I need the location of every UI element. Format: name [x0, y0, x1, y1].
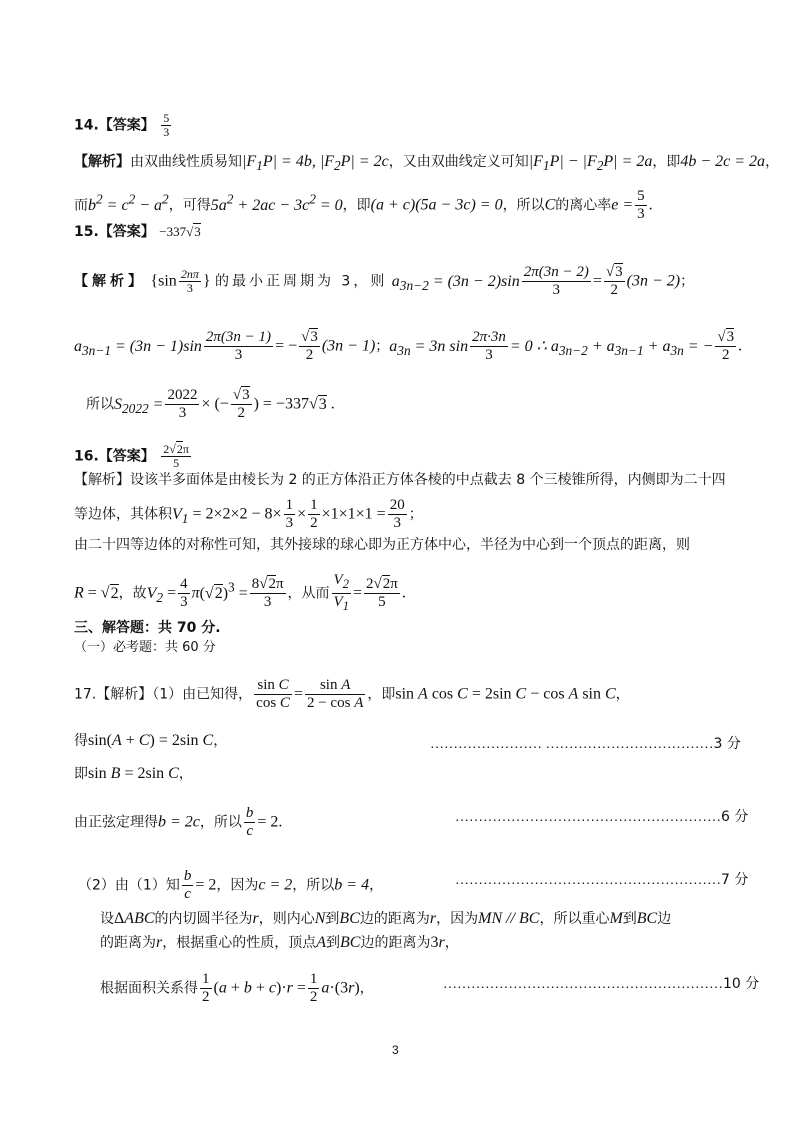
q15-answer-value: −337√3	[159, 224, 201, 239]
q15-answer	[74, 222, 201, 242]
text: 17.【解析】（1）由已知得，	[74, 686, 253, 703]
text: ，根据重心的性质，顶点	[162, 935, 317, 951]
text: ，所以	[502, 197, 545, 214]
text: 的离心率	[555, 197, 612, 214]
score: 7 分	[721, 872, 749, 888]
formula: $5a^2 + 2ac - 3c^2 = 0$	[210, 191, 343, 214]
text: ，所以重心	[539, 911, 610, 927]
score: 3 分	[713, 736, 741, 752]
score: 6 分	[721, 809, 749, 825]
text: ，因为	[216, 877, 259, 894]
q17-line2: 得sin(A + C) = 2sin C，	[74, 732, 228, 749]
section-title: 三、解答题：共 70 分.	[74, 620, 221, 636]
formula: $a_{3n-2} = (3n - 2)\sin$	[391, 272, 520, 293]
text: 根据面积关系得	[100, 980, 198, 997]
text: 的内切圆半径为	[154, 911, 253, 927]
q14-answer-value: $\frac{5}{3}$	[163, 111, 170, 139]
q15-analysis-label: 【解析】	[74, 273, 146, 290]
text: 由双曲线性质易知	[130, 154, 242, 170]
q17-line3: 即sin B = 2sin C，	[74, 765, 193, 782]
q15-analysis-line3: 所以$S_{2022}$ = $\frac{2022}{3}$ × (− $\frac{√3}{2}$ ) = −337√3 .	[86, 387, 335, 421]
q16-analysis-line2: 等边体，其体积$V_1 = 2\times 2\times 2 - 8\times$ $\frac{1}{3}$ × $\frac{1}{2}$ ×1×1×1 = $\frac{20}{3}$ ；	[74, 497, 423, 531]
q17-line6: 设ΔABC的内切圆半径为r，则内心N到BC边的距离为r，因为MN // BC，所以重心M到BC边	[100, 910, 672, 927]
q17-score-6: …………………………………………………6 分	[455, 809, 749, 825]
text: 等边体，其体积	[74, 506, 172, 523]
text: 的最小正周期为 3，则	[214, 273, 388, 290]
formula: $b^2 = c^2 - a^2$	[88, 191, 169, 214]
page-number: 3	[392, 1043, 399, 1057]
text: 即	[74, 766, 88, 782]
text: ，则内心	[258, 911, 315, 927]
q14-analysis-label: 【解析】	[74, 154, 130, 170]
formula: C	[544, 196, 556, 214]
text: ，因为	[436, 911, 479, 927]
text: 的距离为	[100, 935, 156, 951]
q17-line7: 的距离为r，根据重心的性质，顶点A到BC边的距离为3r，	[100, 934, 459, 951]
section-subtitle: （一）必考题：共 60 分	[74, 640, 216, 655]
text: 设	[100, 911, 114, 927]
text: ，即	[342, 197, 371, 214]
q14-analysis-line1: 【解析】由双曲线性质易知$|F_1P| = 4b$, $|F_2P| = 2c$，又由双曲线定义可知$|F_1P| - |F_2P| = 2a$，即4b − 2c = 2a，	[74, 153, 780, 174]
text: ，又由双曲线定义可知	[388, 154, 529, 170]
text: ，即	[652, 154, 681, 170]
text: 得	[74, 733, 88, 749]
q17-line8: 根据面积关系得 $\frac{1}{2}$ (a + b + c)·r = $\frac{1}{2}$ a·(3r)，	[100, 971, 374, 1005]
q14-answer-label: 14.【答案】	[74, 117, 155, 134]
q15-analysis-line2: $a_{3n-1} = (3n - 1)\sin$ $\frac{2\pi(3n - 1)}{3}$ = − $\frac{√3}{2}$ (3n − 1)；$a_{3n} = 3n$ sin $\frac{2\pi\cdot 3n}{3}$ = 0 ∴ $a_{3n-2} + a_{3n-1} + a_{3n}$ = − $\frac{√3}{2}$ .	[74, 329, 743, 363]
text: 边的距离为	[360, 935, 431, 951]
text: ，所以	[199, 814, 242, 831]
text: ，故	[118, 585, 147, 602]
q17-score-10: ……………………………………………………10 分	[443, 976, 760, 992]
q16-analysis-line4: R = √2，故$V_2$ = $\frac{4}{3}$ $\pi(√2)^3$ = $\frac{8√2\pi}{3}$ ，从而 $\frac{V_2}{V_1}$ = $\frac{2√2\pi}{5}$ .	[74, 572, 406, 613]
text: 所以	[86, 396, 114, 413]
q17-score-3: …………………… ………………………………3 分	[430, 736, 741, 752]
q14-analysis-line2: 而$b^2 = c^2 - a^2$，可得$5a^2 + 2ac - 3c^2 = 0$，即(a + c)(5a − 3c) = 0，所以C的离心率e = $\frac{5}{3}$ .	[74, 188, 653, 222]
text: 到	[622, 911, 637, 927]
q16-answer-value: $\frac{2√2\pi}{5}$	[163, 442, 189, 470]
text: 边	[657, 911, 672, 927]
formula: $a_{3n-1} = (3n - 1)\sin$	[74, 337, 202, 358]
formula: $|F_1P| - |F_2P| = 2a$	[528, 153, 653, 174]
text: ，可得	[168, 197, 211, 214]
q17-line1: 17.【解析】（1）由已知得， $\frac{\text{sin C}}{\text{cos C}}$ = $\frac{\text{sin A}}{\text{2 − cos A}}$ ，即sin A cos C = 2sin C − cos A sin C，	[74, 677, 630, 711]
text: 由正弦定理得	[74, 814, 158, 831]
formula: $|F_1P| = 4b$, $|F_2P| = 2c$	[242, 153, 389, 174]
formula: 4b − 2c = 2a	[680, 153, 766, 170]
text: ，所以	[292, 877, 335, 894]
q16-analysis-line3: 由二十四等边体的对称性可知，其外接球的球心即为正方体中心，半径为中心到一个顶点的距离，则	[74, 537, 690, 553]
text: 边的距离为	[359, 911, 430, 927]
q16-answer-label: 16.【答案】	[74, 448, 155, 465]
q17-line5: （2）由（1）知 $\frac{b}{c}$ = 2，因为c = 2，所以b = 4，	[78, 868, 384, 902]
q14-answer	[74, 112, 173, 139]
text: 到	[326, 935, 341, 951]
q16-answer	[74, 443, 193, 470]
text: 到	[325, 911, 340, 927]
formula: (a + c)(5a − 3c) = 0	[370, 196, 503, 214]
q17-line4: 由正弦定理得b = 2c，所以 $\frac{b}{c}$ = 2.	[74, 805, 283, 839]
q16-analysis-line1: 【解析】设该半多面体是由棱长为 2 的正方体沿正方体各棱的中点截去 8 个三棱锥所得，内侧即为二十四	[74, 472, 726, 488]
text: （2）由（1）知	[78, 877, 180, 894]
q15-analysis-line1: 【解析】 {sin $\frac{2n\pi}{3}$ } 的最小正周期为 3，则 $a_{3n-2} = (3n - 2)\sin$ $\frac{2\pi(3n - 2)}{3}$ = $\frac{√3}{2}$ (3n − 2)；	[74, 264, 695, 298]
text: ，从而	[287, 585, 330, 602]
q17-score-7: …………………………………………………7 分	[455, 872, 749, 888]
score: 10 分	[723, 976, 760, 992]
text: ，即	[367, 686, 396, 703]
text: 而	[74, 197, 88, 214]
q15-answer-label: 15.【答案】	[74, 224, 155, 240]
